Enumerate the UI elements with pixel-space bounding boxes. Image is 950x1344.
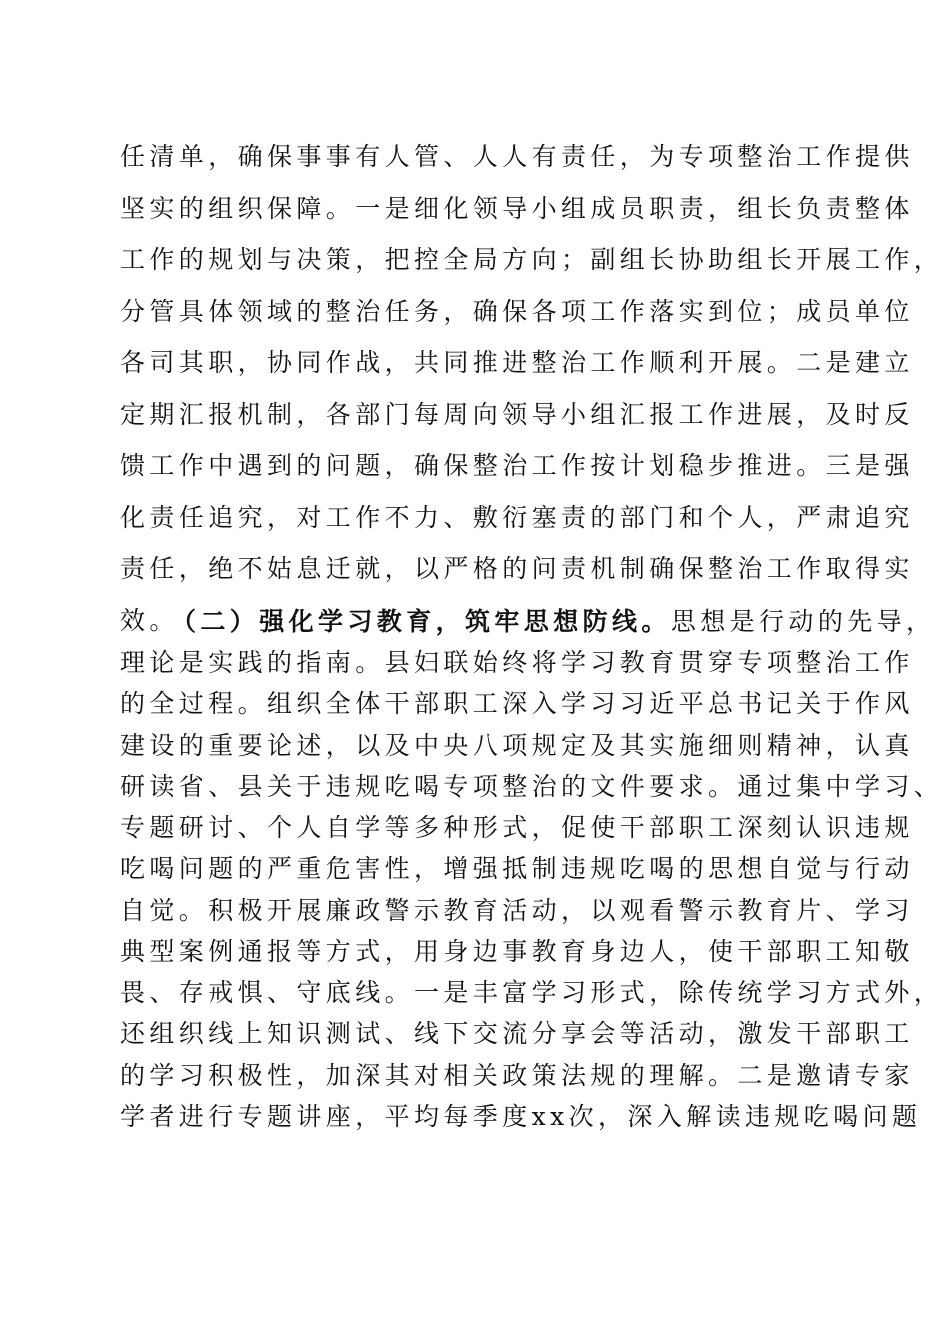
paragraph-line: 效。 [120, 606, 179, 635]
paragraph-line: 定期汇报机制，各部门每周向领导小组汇报工作进展，及时反 [120, 400, 914, 429]
paragraph-line: 责任，绝不姑息迁就，以严格的问责机制确保整治工作取得实 [120, 554, 914, 583]
heading-following-text: 思想是行动的先导， [670, 607, 936, 636]
paragraph-line: 典型案例通报等方式，用身边事教育身边人，使干部职工知敬 [120, 937, 914, 966]
paragraph-line: 自觉。积极开展廉政警示教育活动，以观看警示教育片、学习 [120, 896, 914, 925]
paragraph-line: 工作的规划与决策，把控全局方向；副组长协助组长开展工作， [120, 245, 944, 274]
paragraph-first-line [171, 607, 935, 637]
section-heading: （二）强化学习教育，筑牢思想防线。 [171, 607, 671, 636]
paragraph-line: 各司其职，协同作战，共同推进整治工作顺利开展。二是建立 [120, 348, 914, 377]
paragraph-line: 研读省、县关于违规吃喝专项整治的文件要求。通过集中学习、 [120, 772, 944, 801]
paragraph-line: 畏、存戒惧、守底线。一是丰富学习形式，除传统学习方式外， [120, 978, 944, 1007]
paragraph-line: 分管具体领域的整治任务，确保各项工作落实到位；成员单位 [120, 297, 914, 326]
paragraph-line: 的全过程。组织全体干部职工深入学习习近平总书记关于作风 [120, 689, 914, 718]
paragraph-line: 建设的重要论述，以及中央八项规定及其实施细则精神，认真 [120, 731, 914, 760]
paragraph-line: 化责任追究，对工作不力、敷衍塞责的部门和个人，严肃追究 [120, 503, 914, 532]
paragraph-line: 馈工作中遇到的问题，确保整治工作按计划稳步推进。三是强 [120, 451, 914, 480]
paragraph-line: 理论是实践的指南。县妇联始终将学习教育贯穿专项整治工作 [120, 648, 914, 677]
paragraph-line: 的学习积极性，加深其对相关政策法规的理解。二是邀请专家 [120, 1061, 914, 1090]
paragraph-line: 坚实的组织保障。一是细化领导小组成员职责，组长负责整体 [120, 194, 914, 223]
paragraph-line: 还组织线上知识测试、线下交流分享会等活动，激发干部职工 [120, 1019, 914, 1048]
paragraph-line: 任清单，确保事事有人管、人人有责任，为专项整治工作提供 [120, 142, 914, 171]
paragraph-line: 学者进行专题讲座，平均每季度xx次，深入解读违规吃喝问题 [120, 1102, 922, 1131]
paragraph-line: 专题研讨、个人自学等多种形式，促使干部职工深刻认识违规 [120, 813, 914, 842]
paragraph-line: 吃喝问题的严重危害性，增强抵制违规吃喝的思想自觉与行动 [120, 854, 914, 883]
